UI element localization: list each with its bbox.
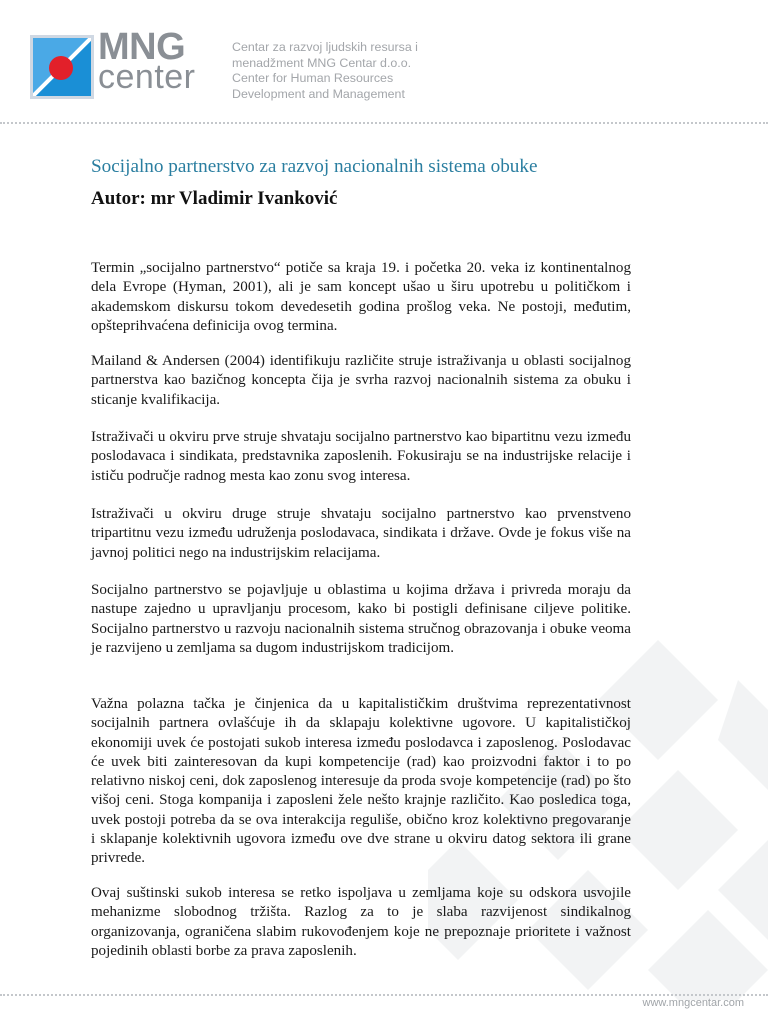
paragraph: Istraživači u okviru druge struje shvataju socijalno partnerstvo kao prvenstveno tripartitnu vezu između udruženja poslodavaca, sindikata i države. Ovde je fokus više na javnoj politici nego na industrijskim relacijama. (91, 506, 631, 561)
document-body (91, 156, 631, 959)
page-header (0, 0, 768, 120)
brand-name (98, 26, 218, 96)
footer-website: www.mngcentar.com (642, 997, 744, 1009)
tagline-line: menadžment MNG Centar d.o.o. (232, 55, 412, 70)
tagline-line: Center for Human Resources (232, 71, 394, 85)
tagline-line: Centar za razvoj ljudskih resursa i (232, 40, 418, 54)
tagline-line: Development and Management (232, 86, 405, 101)
document-title: Socijalno partnerstvo za razvoj nacionalnih sistema obuke (91, 156, 538, 177)
paragraph: Mailand & Andersen (2004) identifikuju različite struje istraživanja u oblasti socijalnog partnerstva kao bazičnog koncepta čija je svrha razvoj nacionalnih sistema za obuku i sticanje kvalifikacija. (91, 353, 631, 408)
paragraph: Istraživači u okviru prve struje shvataju socijalno partnerstvo kao bipartitnu vezu između poslodavaca i sindikata, predstavnika zaposlenih. Fokusiraju se na industrijske relacije i ističu područje radnog mesta kao zonu svog interesa. (91, 429, 631, 484)
mng-logo-icon (30, 35, 94, 99)
company-tagline (232, 40, 452, 102)
header-divider (0, 122, 768, 124)
paragraph: Socijalno partnerstvo se pojavljuje u oblastima u kojima država i privreda moraju da nastupe zajedno u upravljanju procesom, kako bi postigli definisane ciljeve politike. Socijalno partnerstvo u razvoju nacionalnih sistema stručnog obrazovanja i obuke veoma je razvijeno u zemljama sa dugom industrijskom tradicijom. (91, 582, 631, 656)
paragraph: Termin „socijalno partnerstvo“ potiče sa kraja 19. i početka 20. veka iz kontinentalnog dela Evrope (Hyman, 2001), ali je sam koncept ušao u širu upotrebu u političkom i akademskom diskursu tokom devedesetih godina prošlog veka. Ne postoji, međutim, opšteprihvaćena definicija ovog termina. (91, 260, 631, 334)
paragraph: Ovaj suštinski sukob interesa se retko ispoljava u zemljama koje su odskora usvojile mehanizme slobodnog tržišta. Razlog za to je slaba razvijenost sindikalnog organizovanja, ograničena slabim rukovođenjem koje ne prepoznaje prioritete i važnost pojedinih oblasti borbe za prava zaposlenih. (91, 885, 631, 959)
brand-line-1: MNG (98, 26, 186, 68)
footer-divider (0, 994, 768, 996)
paragraph: Važna polazna tačka je činjenica da u kapitalističkim društvima reprezentativnost socijalnih partnera ovlašćuje ih da sklapaju kolektivne ugovore. U kapitalističkoj ekonomiji uvek će postojati sukob interesa između poslodavca i zaposlenog. Poslodavac će uvek biti zainteresovan da kupi kompetencije (rad) kao proizvodni faktor i to po relativno niskoj ceni, dok zaposlenog interesuje da proda svoje kompetencije (rad) po što višoj ceni. Stoga kompanija i zaposleni žele nešto krajnje različito. Kao posledica toga, uvek postoji potreba da se ova interakcija reguliše, obično kroz kolektivno pregovaranje i sklapanje kolektivnih ugovora između ove dve strane u okviru datog sektora ili grane privrede. (91, 696, 631, 867)
document-author: Autor: mr Vladimir Ivanković (91, 188, 338, 209)
brand-line-2: center (98, 58, 196, 96)
